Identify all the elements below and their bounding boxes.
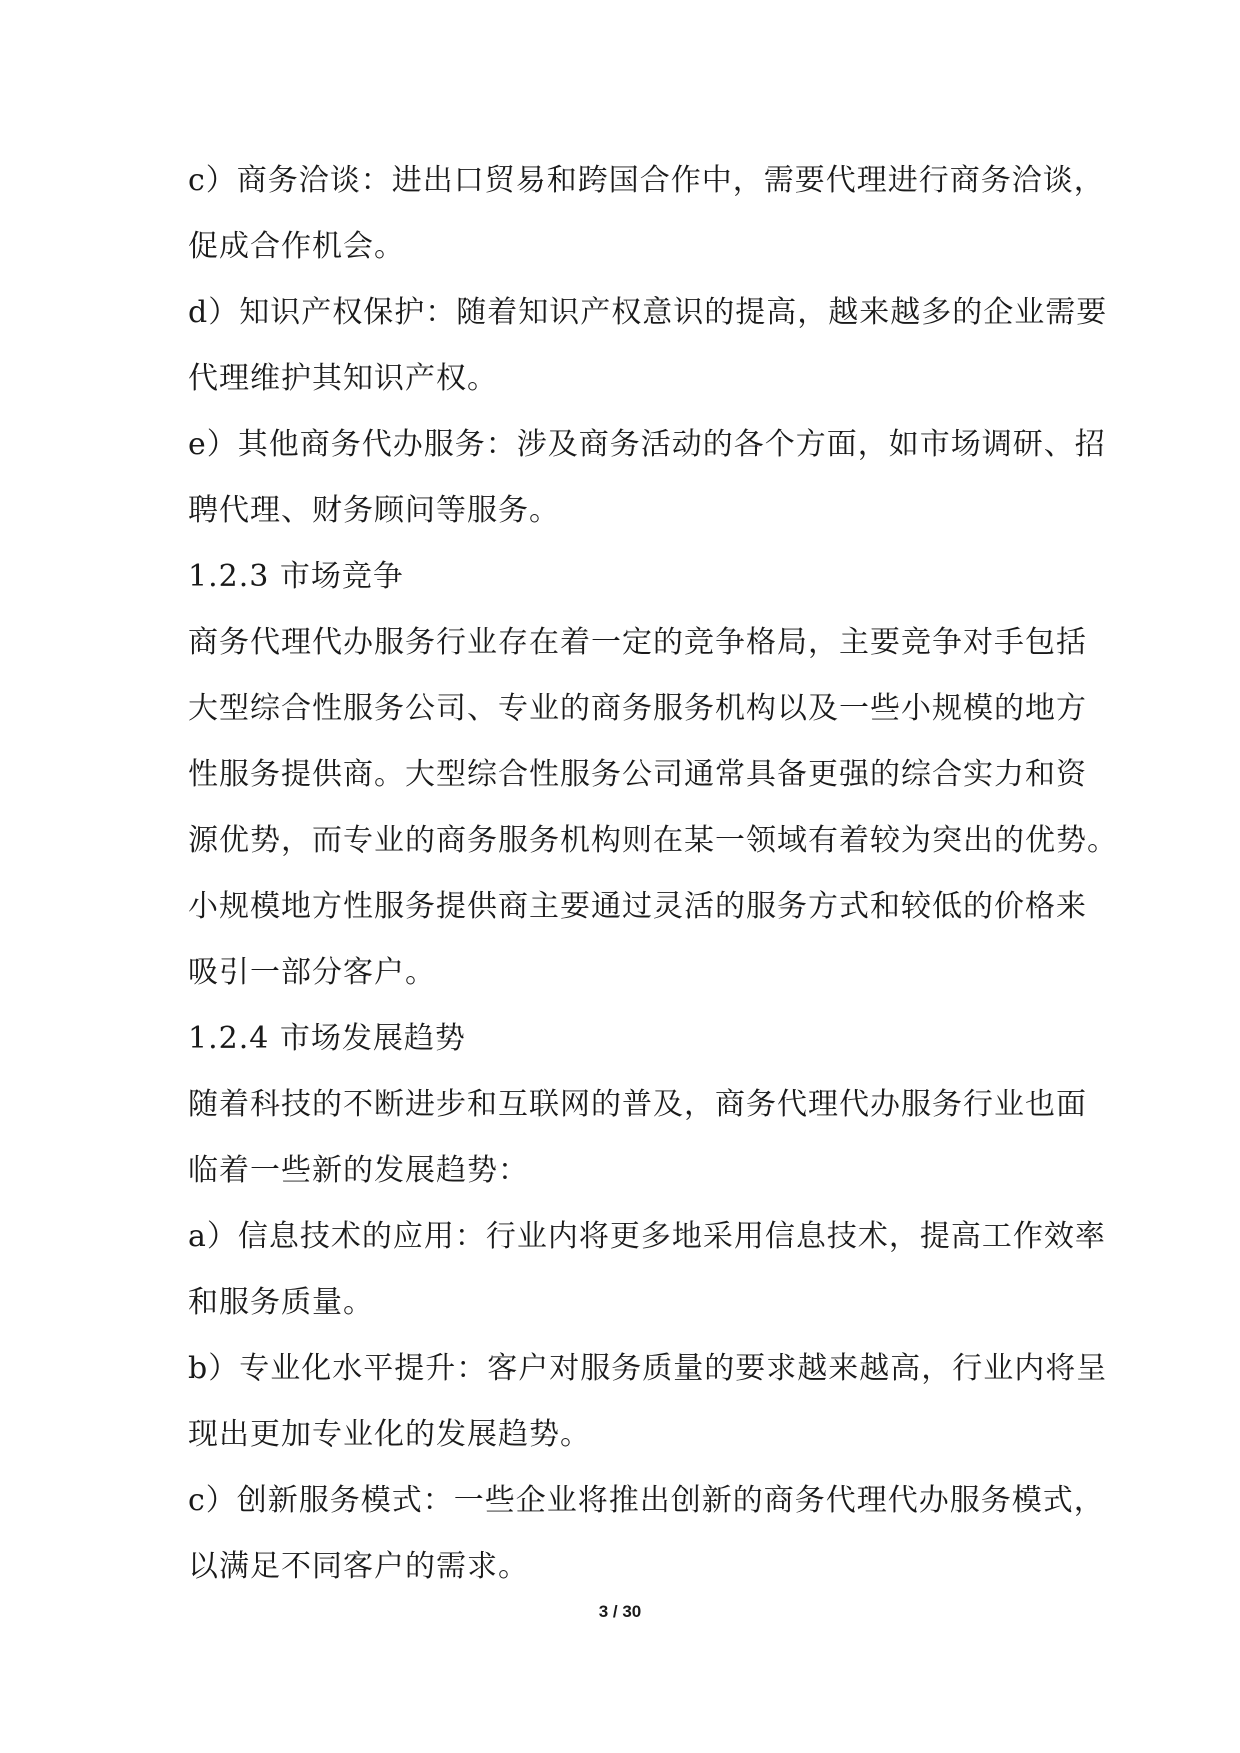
- page-number: 3 / 30: [598, 1602, 642, 1621]
- text-line: 促成合作机会。: [188, 229, 405, 264]
- text-line: a）信息技术的应用：行业内将更多地采用信息技术，提高工作效率: [188, 1219, 1106, 1254]
- text-line: e）其他商务代办服务：涉及商务活动的各个方面，如市场调研、招: [188, 427, 1106, 462]
- text-line: 性服务提供商。大型综合性服务公司通常具备更强的综合实力和资: [188, 757, 1087, 792]
- document-body: [188, 148, 1118, 1600]
- text-line: 随着科技的不断进步和互联网的普及，商务代理代办服务行业也面: [188, 1087, 1087, 1122]
- text-line: b）专业化水平提升：客户对服务质量的要求越来越高，行业内将呈: [188, 1351, 1108, 1386]
- text-line: 吸引一部分客户。: [188, 955, 436, 990]
- section-heading: 1.2.4 市场发展趋势: [188, 1021, 466, 1056]
- text-line: d）知识产权保护：随着知识产权意识的提高，越来越多的企业需要: [188, 295, 1108, 330]
- text-line: 和服务质量。: [188, 1285, 374, 1320]
- text-line: 现出更加专业化的发展趋势。: [188, 1417, 591, 1452]
- section-heading: 1.2.3 市场竞争: [188, 559, 404, 594]
- text-line: 代理维护其知识产权。: [188, 361, 498, 396]
- text-line: 临着一些新的发展趋势：: [188, 1153, 529, 1188]
- text-line: c）商务洽谈：进出口贸易和跨国合作中，需要代理进行商务洽谈，: [188, 163, 1105, 198]
- text-line: 源优势，而专业的商务服务机构则在某一领域有着较为突出的优势。: [188, 823, 1118, 858]
- text-line: 聘代理、财务顾问等服务。: [188, 493, 560, 528]
- text-line: 大型综合性服务公司、专业的商务服务机构以及一些小规模的地方: [188, 691, 1087, 726]
- text-line: 商务代理代办服务行业存在着一定的竞争格局，主要竞争对手包括: [188, 625, 1087, 660]
- text-line: c）创新服务模式：一些企业将推出创新的商务代理代办服务模式，: [188, 1483, 1105, 1518]
- text-line: 小规模地方性服务提供商主要通过灵活的服务方式和较低的价格来: [188, 889, 1087, 924]
- text-line: 以满足不同客户的需求。: [188, 1549, 529, 1584]
